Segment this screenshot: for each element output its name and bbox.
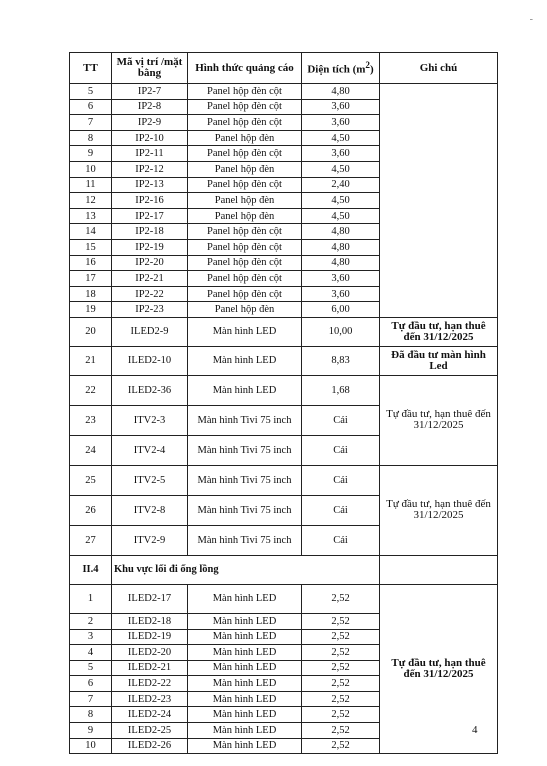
row-number: 25 xyxy=(70,465,112,495)
ad-form: Màn hình LED xyxy=(188,584,302,613)
position-code: IP2-19 xyxy=(112,239,188,255)
row-number: 5 xyxy=(70,660,112,676)
ad-form: Màn hình LED xyxy=(188,375,302,405)
position-code: IP2-23 xyxy=(112,302,188,318)
row-number: 2 xyxy=(70,613,112,629)
area-value: 4,50 xyxy=(302,130,380,146)
table-body xyxy=(70,84,498,754)
row-number: 6 xyxy=(70,99,112,115)
header-form: Hình thức quảng cáo xyxy=(188,53,302,84)
area-value: 2,52 xyxy=(302,660,380,676)
area-value: 2,52 xyxy=(302,723,380,739)
position-code: ILED2-9 xyxy=(112,317,188,346)
row-number: 20 xyxy=(70,317,112,346)
position-code: IP2-10 xyxy=(112,130,188,146)
area-value: 2,52 xyxy=(302,691,380,707)
ad-form: Panel hộp đèn cột xyxy=(188,99,302,115)
note-cell: Tự đầu tư, hạn thuê đến 31/12/2025 xyxy=(380,375,498,465)
area-value: 4,50 xyxy=(302,161,380,177)
header-tt: TT xyxy=(70,53,112,84)
note-cell-empty xyxy=(380,84,498,318)
ad-form: Panel hộp đèn xyxy=(188,208,302,224)
position-code: ITV2-4 xyxy=(112,435,188,465)
area-value: 4,50 xyxy=(302,193,380,209)
area-value: 4,80 xyxy=(302,255,380,271)
row-number: 10 xyxy=(70,161,112,177)
ad-form: Màn hình Tivi 75 inch xyxy=(188,405,302,435)
ad-form: Panel hộp đèn cột xyxy=(188,271,302,287)
row-number: 9 xyxy=(70,146,112,162)
ad-form: Panel hộp đèn xyxy=(188,302,302,318)
note-cell: Tự đầu tư, hạn thuê đến 31/12/2025 xyxy=(380,317,498,346)
table-row xyxy=(70,84,498,100)
position-code: ILED2-10 xyxy=(112,346,188,375)
row-number: 4 xyxy=(70,645,112,661)
section-note-empty xyxy=(380,555,498,584)
position-code: ILED2-24 xyxy=(112,707,188,723)
ad-form: Panel hộp đèn cột xyxy=(188,224,302,240)
position-code: IP2-16 xyxy=(112,193,188,209)
row-number: 27 xyxy=(70,525,112,555)
row-number: 23 xyxy=(70,405,112,435)
header-area-prefix: Diện tích (m xyxy=(307,63,366,76)
row-number: 11 xyxy=(70,177,112,193)
position-code: ITV2-8 xyxy=(112,495,188,525)
row-number: 16 xyxy=(70,255,112,271)
ad-form: Panel hộp đèn cột xyxy=(188,255,302,271)
row-number: 9 xyxy=(70,723,112,739)
lease-table xyxy=(69,52,498,754)
ad-form: Màn hình LED xyxy=(188,707,302,723)
area-value: 2,52 xyxy=(302,629,380,645)
header-area-suffix: ) xyxy=(369,63,374,76)
section-number: II.4 xyxy=(70,555,112,584)
row-number: 26 xyxy=(70,495,112,525)
area-value: 4,80 xyxy=(302,224,380,240)
position-code: IP2-17 xyxy=(112,208,188,224)
header-note: Ghi chú xyxy=(380,53,498,84)
position-code: IP2-12 xyxy=(112,161,188,177)
note-cell: Tự đầu tư, hạn thuê đến 31/12/2025 xyxy=(380,465,498,555)
table-header-row xyxy=(70,53,498,84)
area-value: 3,60 xyxy=(302,99,380,115)
position-code: IP2-18 xyxy=(112,224,188,240)
row-number: 17 xyxy=(70,271,112,287)
area-value: 6,00 xyxy=(302,302,380,318)
position-code: IP2-22 xyxy=(112,286,188,302)
area-value: 2,52 xyxy=(302,738,380,754)
ad-form: Màn hình LED xyxy=(188,629,302,645)
position-code: ILED2-21 xyxy=(112,660,188,676)
corner-mark: - xyxy=(529,14,533,25)
ad-form: Màn hình Tivi 75 inch xyxy=(188,435,302,465)
ad-form: Panel hộp đèn cột xyxy=(188,84,302,100)
row-number: 12 xyxy=(70,193,112,209)
area-value: 4,50 xyxy=(302,208,380,224)
position-code: ILED2-22 xyxy=(112,676,188,692)
area-value: 4,80 xyxy=(302,239,380,255)
row-number: 8 xyxy=(70,130,112,146)
table-row xyxy=(70,346,498,375)
area-value: Cái xyxy=(302,525,380,555)
area-value: 2,52 xyxy=(302,676,380,692)
ad-form: Panel hộp đèn cột xyxy=(188,239,302,255)
row-number: 6 xyxy=(70,676,112,692)
area-value: 3,60 xyxy=(302,271,380,287)
row-number: 5 xyxy=(70,84,112,100)
ad-form: Màn hình LED xyxy=(188,676,302,692)
position-code: IP2-20 xyxy=(112,255,188,271)
position-code: IP2-7 xyxy=(112,84,188,100)
area-value: 4,80 xyxy=(302,84,380,100)
ad-form: Màn hình Tivi 75 inch xyxy=(188,495,302,525)
row-number: 24 xyxy=(70,435,112,465)
table-row xyxy=(70,317,498,346)
header-area-sup: 2 xyxy=(365,60,370,71)
note-cell: Đã đầu tư màn hình Led xyxy=(380,346,498,375)
position-code: ILED2-18 xyxy=(112,613,188,629)
area-value: 2,52 xyxy=(302,613,380,629)
section-title: Khu vực lối đi ống lồng xyxy=(112,555,380,584)
page-number: 4 xyxy=(472,724,478,736)
position-code: ILED2-26 xyxy=(112,738,188,754)
area-value: 2,52 xyxy=(302,645,380,661)
position-code: ITV2-9 xyxy=(112,525,188,555)
area-value: 2,52 xyxy=(302,707,380,723)
area-value: Cái xyxy=(302,495,380,525)
area-value: Cái xyxy=(302,405,380,435)
ad-form: Panel hộp đèn xyxy=(188,130,302,146)
position-code: ILED2-17 xyxy=(112,584,188,613)
area-value: 3,60 xyxy=(302,146,380,162)
position-code: IP2-8 xyxy=(112,99,188,115)
area-value: 3,60 xyxy=(302,286,380,302)
area-value: 2,52 xyxy=(302,584,380,613)
area-value: 2,40 xyxy=(302,177,380,193)
area-value: Cái xyxy=(302,465,380,495)
ad-form: Màn hình LED xyxy=(188,723,302,739)
row-number: 19 xyxy=(70,302,112,318)
row-number: 3 xyxy=(70,629,112,645)
note-cell: Tự đầu tư, hạn thuê đến 31/12/2025 xyxy=(380,584,498,753)
area-value: 1,68 xyxy=(302,375,380,405)
ad-form: Panel hộp đèn cột xyxy=(188,146,302,162)
header-code: Mã vị trí /mặt bằng xyxy=(112,53,188,84)
position-code: ITV2-3 xyxy=(112,405,188,435)
ad-form: Màn hình Tivi 75 inch xyxy=(188,465,302,495)
position-code: IP2-9 xyxy=(112,115,188,131)
row-number: 1 xyxy=(70,584,112,613)
position-code: IP2-11 xyxy=(112,146,188,162)
ad-form: Màn hình LED xyxy=(188,317,302,346)
ad-form: Panel hộp đèn cột xyxy=(188,286,302,302)
area-value: 3,60 xyxy=(302,115,380,131)
ad-form: Màn hình LED xyxy=(188,645,302,661)
section-row xyxy=(70,555,498,584)
position-code: ILED2-23 xyxy=(112,691,188,707)
table-row xyxy=(70,465,498,495)
area-value: Cái xyxy=(302,435,380,465)
position-code: ILED2-25 xyxy=(112,723,188,739)
ad-form: Panel hộp đèn xyxy=(188,193,302,209)
position-code: IP2-13 xyxy=(112,177,188,193)
table-row xyxy=(70,584,498,613)
ad-form: Panel hộp đèn cột xyxy=(188,115,302,131)
ad-form: Màn hình Tivi 75 inch xyxy=(188,525,302,555)
ad-form: Màn hình LED xyxy=(188,346,302,375)
position-code: ITV2-5 xyxy=(112,465,188,495)
row-number: 7 xyxy=(70,691,112,707)
row-number: 15 xyxy=(70,239,112,255)
position-code: ILED2-20 xyxy=(112,645,188,661)
row-number: 7 xyxy=(70,115,112,131)
area-value: 10,00 xyxy=(302,317,380,346)
row-number: 22 xyxy=(70,375,112,405)
row-number: 21 xyxy=(70,346,112,375)
row-number: 14 xyxy=(70,224,112,240)
ad-form: Màn hình LED xyxy=(188,613,302,629)
row-number: 13 xyxy=(70,208,112,224)
position-code: IP2-21 xyxy=(112,271,188,287)
header-area xyxy=(302,53,380,84)
position-code: ILED2-36 xyxy=(112,375,188,405)
row-number: 18 xyxy=(70,286,112,302)
position-code: ILED2-19 xyxy=(112,629,188,645)
ad-form: Màn hình LED xyxy=(188,660,302,676)
ad-form: Màn hình LED xyxy=(188,738,302,754)
row-number: 10 xyxy=(70,738,112,754)
row-number: 8 xyxy=(70,707,112,723)
area-value: 8,83 xyxy=(302,346,380,375)
table-row xyxy=(70,375,498,405)
ad-form: Panel hộp đèn cột xyxy=(188,177,302,193)
ad-form: Màn hình LED xyxy=(188,691,302,707)
ad-form: Panel hộp đèn xyxy=(188,161,302,177)
